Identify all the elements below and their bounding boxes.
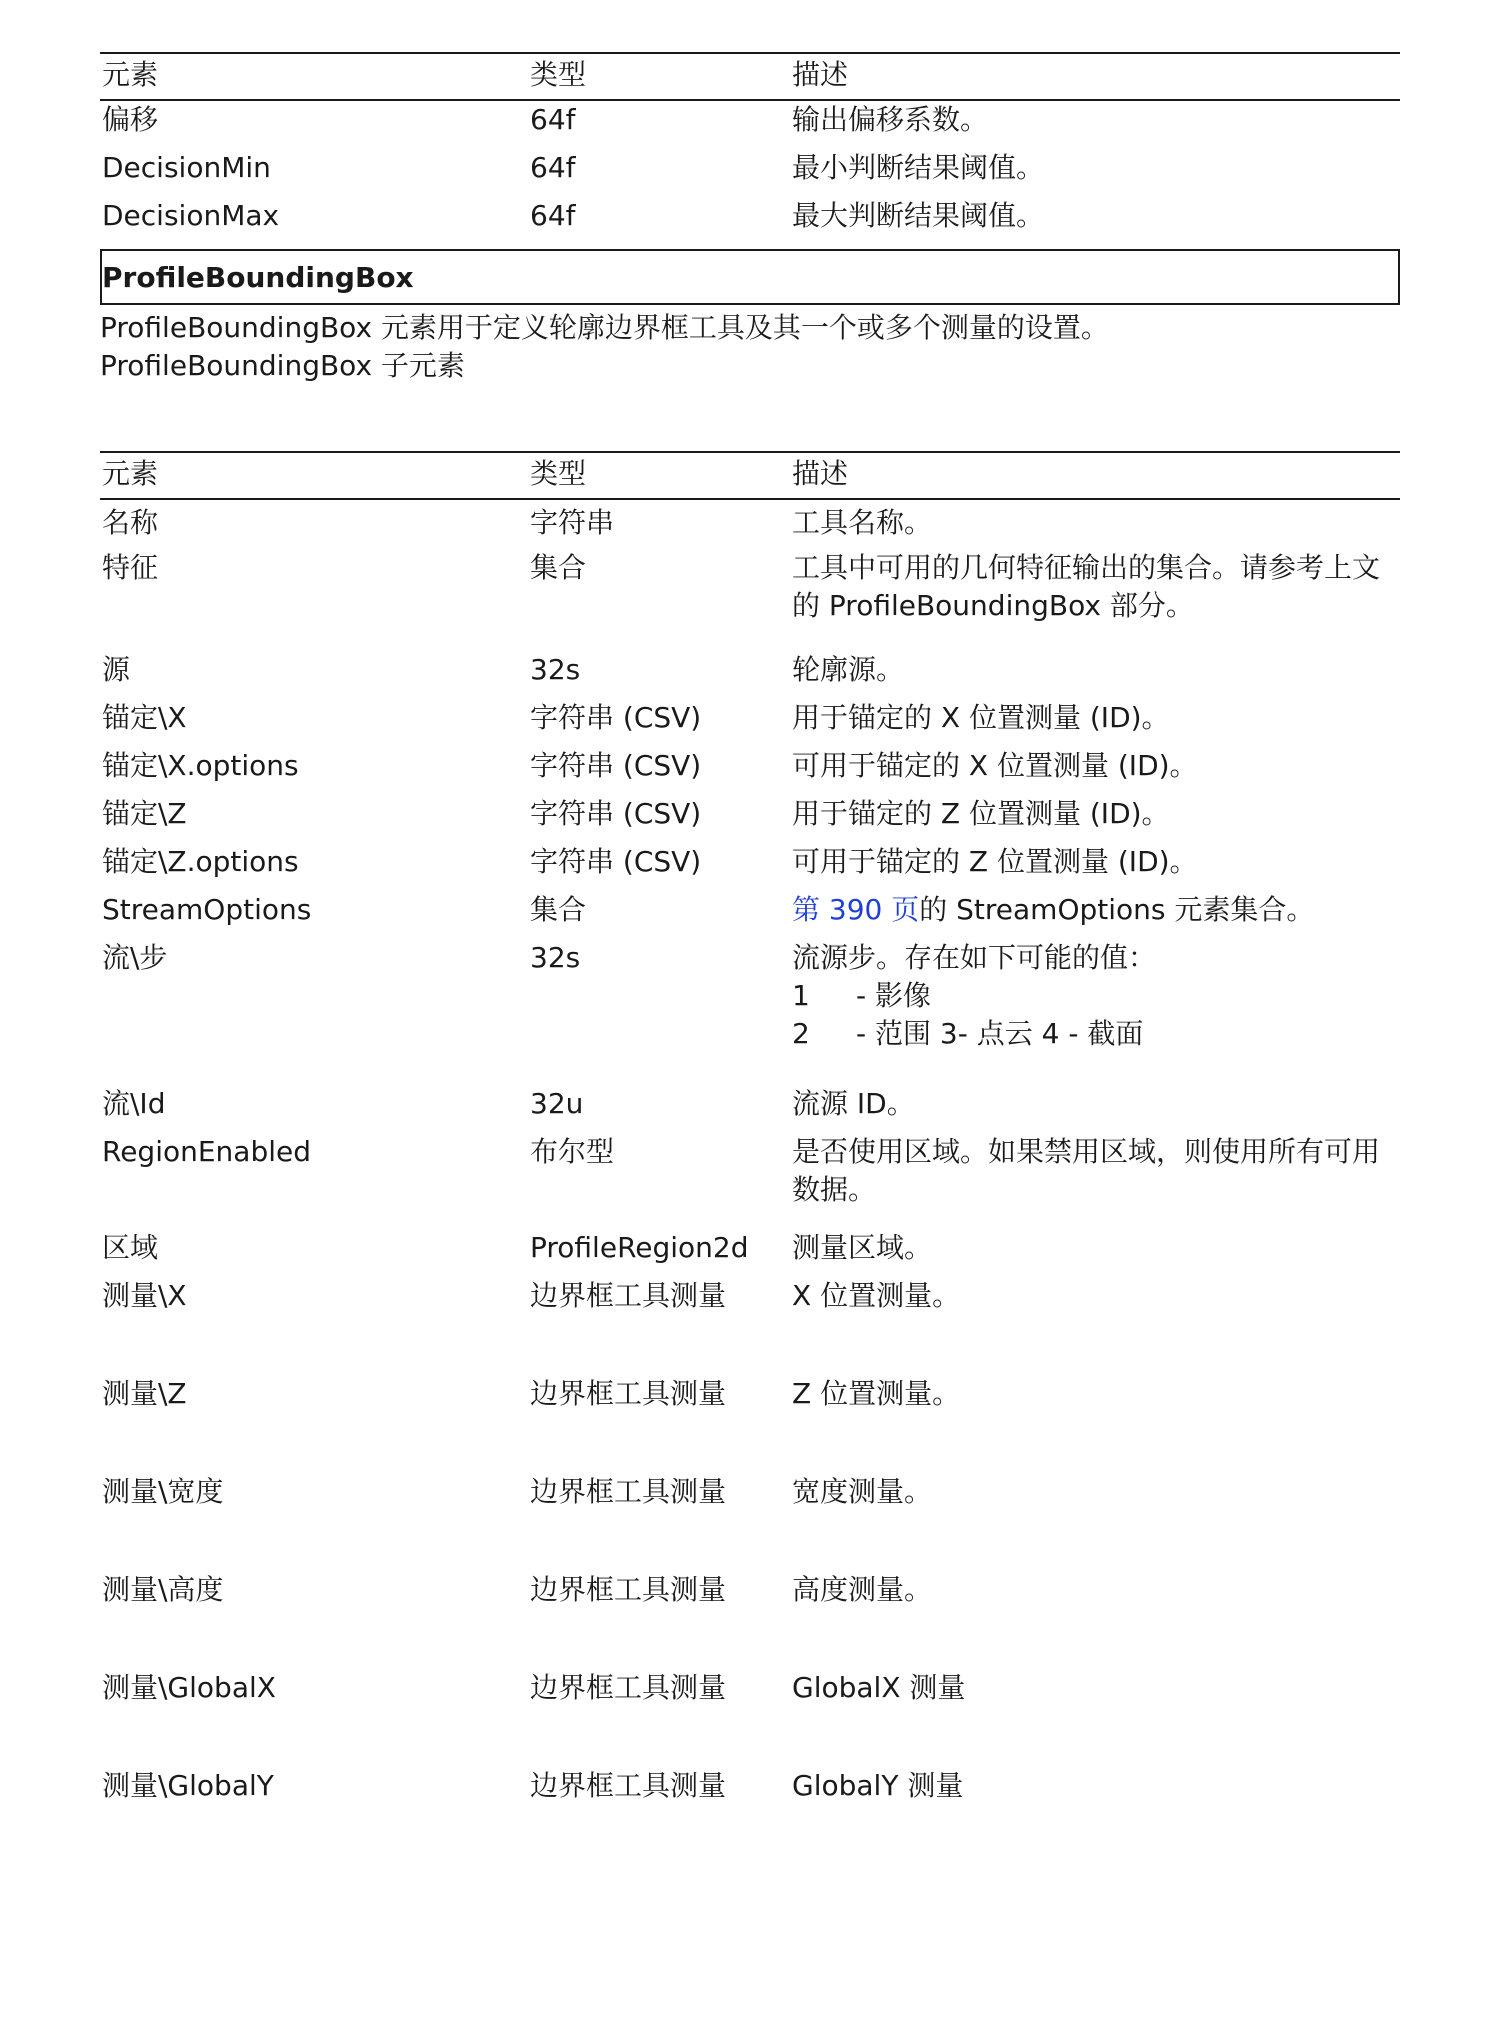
cell-type: 边界框工具测量	[530, 1769, 727, 1802]
cell-type: 字符串 (CSV)	[530, 749, 702, 782]
cell-description: 最小判断结果阈值。	[792, 151, 1045, 184]
cell-description: 测量区域。	[792, 1231, 933, 1264]
cell-type: 字符串 (CSV)	[530, 701, 702, 734]
cell-element: 锚定\Z.options	[102, 845, 299, 878]
table-row	[100, 197, 1400, 245]
cell-element: 测量\X	[102, 1279, 187, 1312]
cell-element: 区域	[102, 1231, 159, 1264]
table-header-row	[100, 53, 1400, 100]
cell-type: 布尔型	[530, 1135, 615, 1168]
cell-description: 流源 ID。	[792, 1087, 915, 1120]
cell-element: 流\Id	[102, 1087, 166, 1120]
cell-description	[790, 887, 1400, 935]
cell-description-rest: 的 StreamOptions 元素集合。	[919, 893, 1315, 926]
cell-description: 输出偏移系数。	[792, 103, 989, 136]
header-description: 描述	[790, 452, 1400, 499]
list-text: - 影像	[856, 979, 932, 1012]
page-link[interactable]: 第 390 页	[792, 893, 920, 926]
table-row	[100, 647, 1400, 695]
cell-type: 64f	[530, 151, 576, 184]
list-item	[792, 1015, 1400, 1053]
table-row	[100, 1371, 1400, 1469]
cell-element: RegionEnabled	[102, 1135, 312, 1168]
table-row	[100, 1129, 1400, 1225]
cell-type: 字符串 (CSV)	[530, 797, 702, 830]
table-row	[100, 1469, 1400, 1567]
cell-description: 工具名称。	[792, 506, 933, 539]
cell-element: 测量\高度	[102, 1573, 224, 1606]
cell-element: 源	[102, 653, 131, 686]
header-element: 元素	[100, 53, 528, 100]
cell-type: 32s	[530, 653, 581, 686]
cell-description: GlobalY 测量	[792, 1769, 964, 1802]
table-row	[100, 1567, 1400, 1665]
header-type: 类型	[528, 53, 790, 100]
cell-element: 特征	[102, 551, 159, 584]
cell-type: 边界框工具测量	[530, 1671, 727, 1704]
list-text: - 范围 3- 点云 4 - 截面	[856, 1017, 1144, 1050]
document-page	[100, 52, 1400, 1811]
table-row	[100, 545, 1400, 647]
cell-type: 边界框工具测量	[530, 1377, 727, 1410]
cell-description: X 位置测量。	[792, 1279, 961, 1312]
section-description	[100, 309, 1400, 385]
subelements-label: ProfileBoundingBox 子元素	[100, 349, 465, 382]
table-row	[100, 935, 1400, 1081]
table-row	[100, 1273, 1400, 1371]
subelements-table	[100, 451, 1400, 1811]
cell-description	[790, 935, 1400, 1081]
settings-table-top	[100, 52, 1400, 245]
cell-description: 是否使用区域。如果禁用区域，则使用所有可用数据。	[792, 1135, 1381, 1206]
table-row	[100, 149, 1400, 197]
list-number: 1	[792, 979, 810, 1012]
table-row	[100, 1081, 1400, 1129]
cell-element: 测量\GlobalY	[102, 1769, 274, 1802]
section-heading-box	[100, 249, 1400, 305]
list-item	[792, 977, 1400, 1015]
cell-type: 字符串	[530, 506, 615, 539]
cell-type: 边界框工具测量	[530, 1573, 727, 1606]
header-description: 描述	[790, 53, 1400, 100]
table-row	[100, 887, 1400, 935]
cell-description: 高度测量。	[792, 1573, 933, 1606]
table-row	[100, 791, 1400, 839]
table-row	[100, 695, 1400, 743]
cell-description: 用于锚定的 X 位置测量 (ID)。	[792, 701, 1170, 734]
cell-element: 测量\Z	[102, 1377, 187, 1410]
cell-element: DecisionMax	[102, 199, 280, 232]
table-row	[100, 839, 1400, 887]
list-number: 2	[792, 1017, 810, 1050]
cell-element: 锚定\X	[102, 701, 187, 734]
cell-element: DecisionMin	[102, 151, 271, 184]
cell-description: 用于锚定的 Z 位置测量 (ID)。	[792, 797, 1170, 830]
cell-element: 流\步	[102, 941, 168, 974]
table-row	[100, 1665, 1400, 1763]
cell-description-text: 流源步。存在如下可能的值：	[792, 941, 1157, 974]
cell-type: 边界框工具测量	[530, 1475, 727, 1508]
cell-type: 集合	[530, 893, 587, 926]
cell-element: 测量\宽度	[102, 1475, 224, 1508]
cell-description: 可用于锚定的 X 位置测量 (ID)。	[792, 749, 1198, 782]
section-description-text: ProfileBoundingBox 元素用于定义轮廓边界框工具及其一个或多个测量的设置。	[100, 311, 1109, 344]
cell-element: 偏移	[102, 103, 159, 136]
cell-type: 32s	[530, 941, 581, 974]
cell-type: 集合	[530, 551, 587, 584]
cell-description: Z 位置测量。	[792, 1377, 961, 1410]
table-row	[100, 1763, 1400, 1811]
table-row	[100, 499, 1400, 545]
cell-description: 可用于锚定的 Z 位置测量 (ID)。	[792, 845, 1198, 878]
cell-element: 名称	[102, 506, 159, 539]
table-row	[100, 100, 1400, 149]
cell-type: ProfileRegion2d	[530, 1231, 749, 1264]
header-type: 类型	[528, 452, 790, 499]
cell-type: 32u	[530, 1087, 584, 1120]
cell-description: 工具中可用的几何特征输出的集合。请参考上文的 ProfileBoundingBox 部分。	[792, 551, 1381, 622]
table-header-row	[100, 452, 1400, 499]
cell-description: 轮廓源。	[792, 653, 905, 686]
cell-type: 64f	[530, 103, 576, 136]
cell-description: 宽度测量。	[792, 1475, 933, 1508]
cell-type: 64f	[530, 199, 576, 232]
cell-element: 锚定\Z	[102, 797, 187, 830]
table-row	[100, 743, 1400, 791]
cell-type: 边界框工具测量	[530, 1279, 727, 1312]
header-element: 元素	[100, 452, 528, 499]
cell-type: 字符串 (CSV)	[530, 845, 702, 878]
section-title: ProfileBoundingBox	[102, 260, 414, 294]
cell-element: 锚定\X.options	[102, 749, 299, 782]
cell-element: StreamOptions	[102, 893, 312, 926]
cell-description: GlobalX 测量	[792, 1671, 966, 1704]
cell-element: 测量\GlobalX	[102, 1671, 276, 1704]
table-row	[100, 1225, 1400, 1273]
cell-description: 最大判断结果阈值。	[792, 199, 1045, 232]
